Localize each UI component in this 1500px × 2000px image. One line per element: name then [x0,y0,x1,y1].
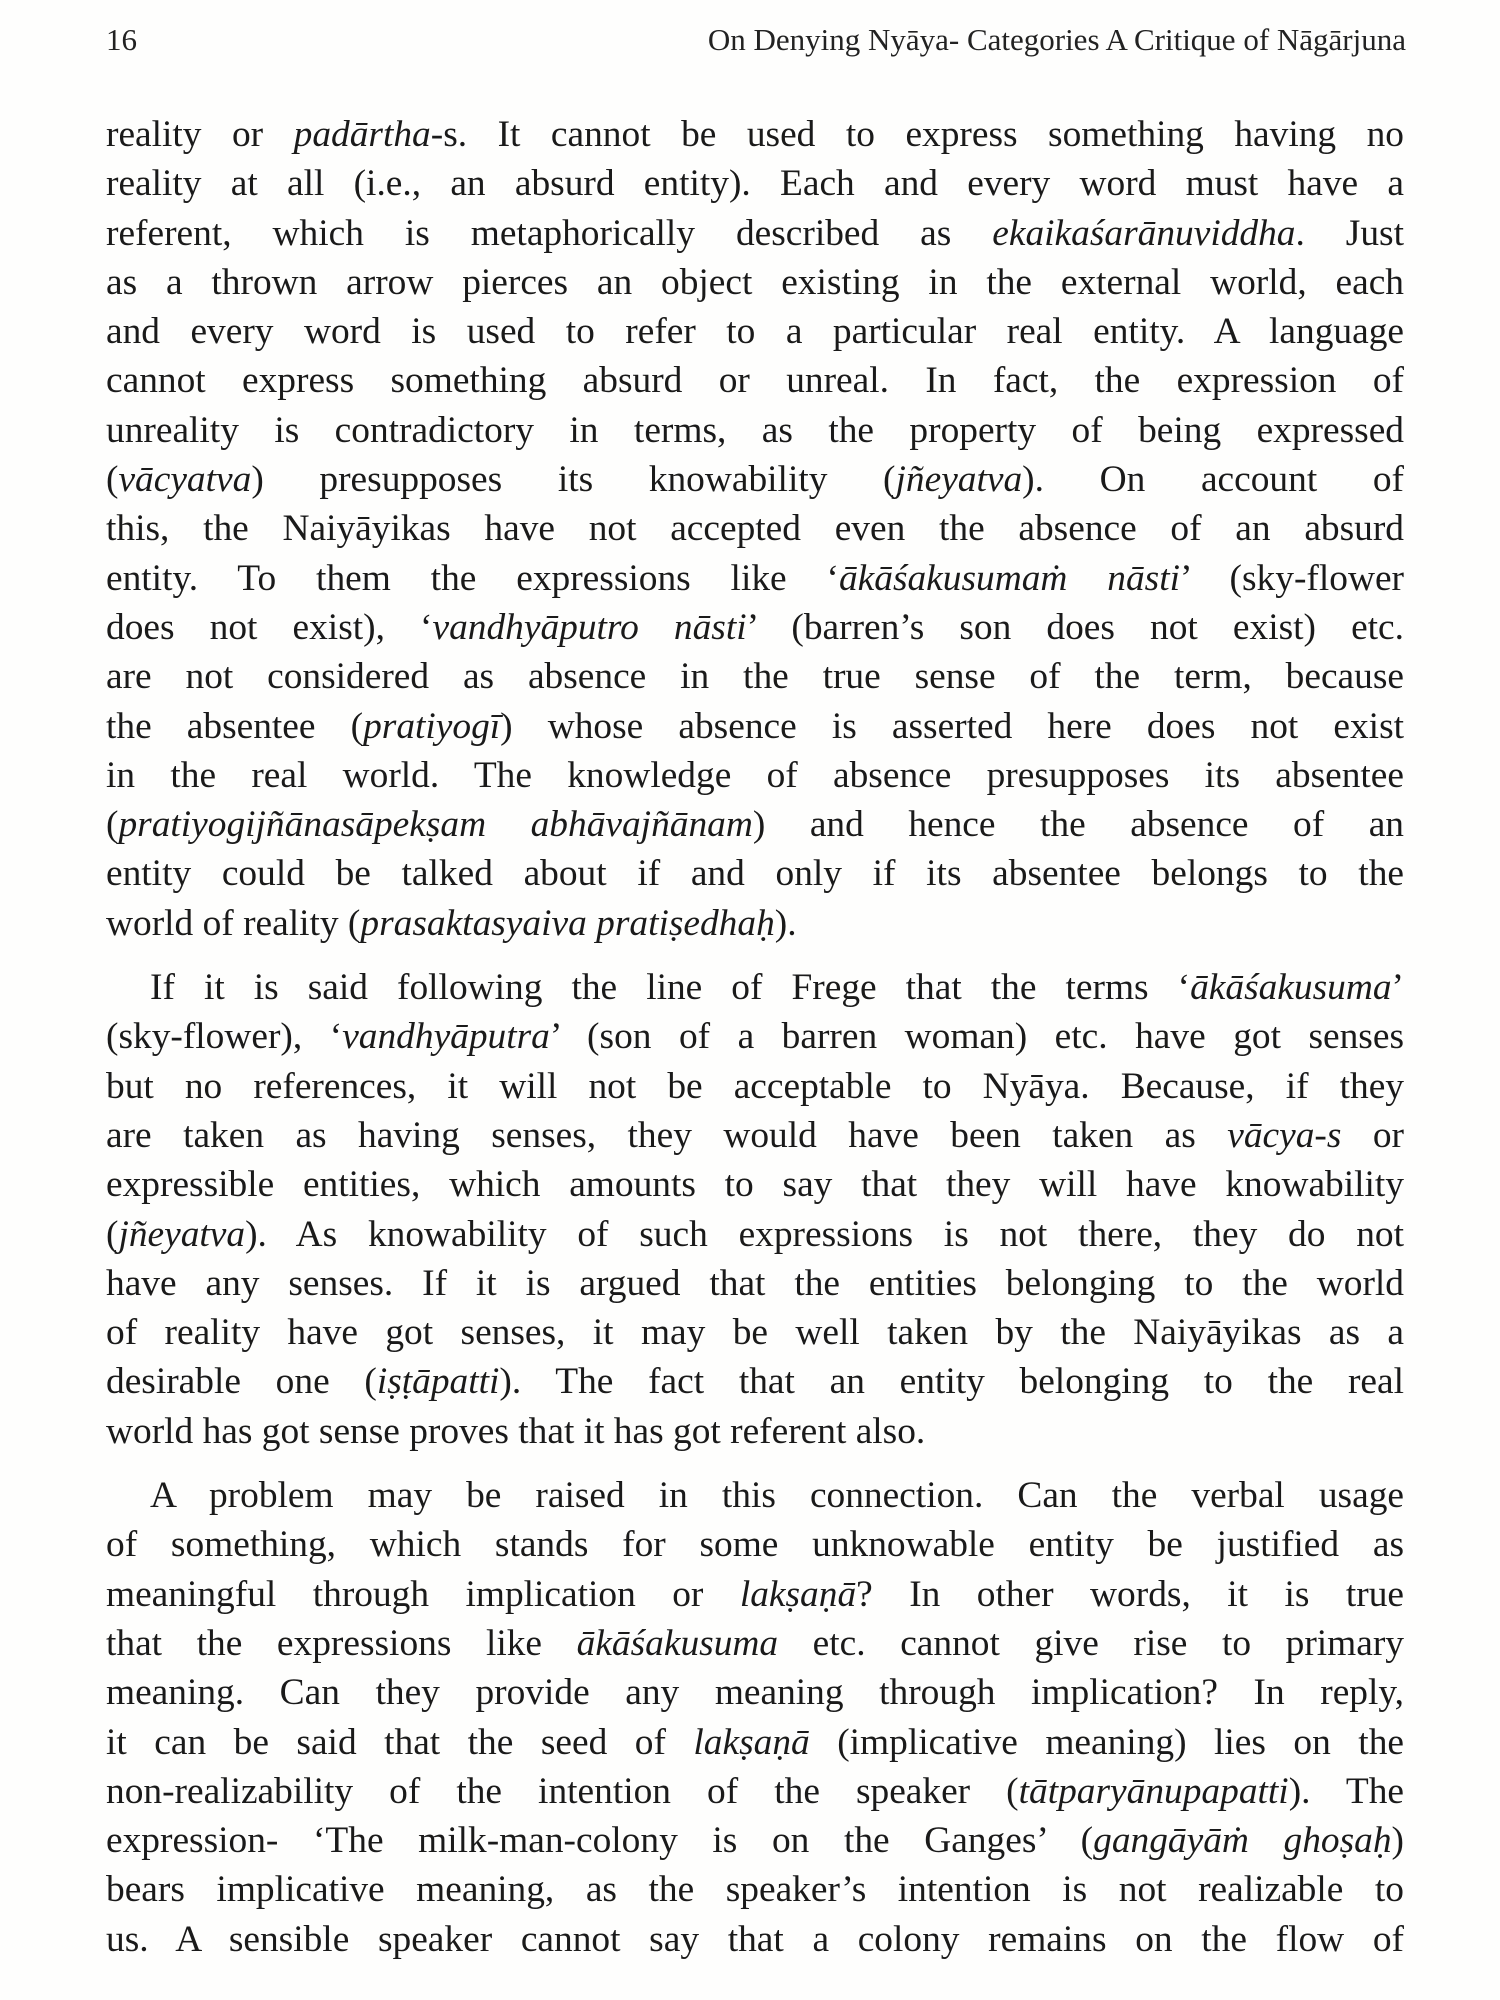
text-run: (implicative meaning) lies on the [809,1721,1404,1763]
text-run: referent, which is metaphorically described as [106,212,993,254]
text-run: ) presupposes its knowability ( [251,459,896,501]
text-line-content [106,1820,1404,1861]
text-line-content [106,1016,1404,1057]
text-line [106,1570,1404,1619]
sanskrit-term: pratiyogijñānasāpekṣam abhāvajñānam [118,804,753,846]
text-run: and every word is used to refer to a particular real entity. A language [106,311,1404,353]
text-line-content [106,1066,1404,1107]
text-run: or [1341,1114,1404,1156]
text-line [106,603,1404,652]
text-line [106,800,1404,849]
paragraph-3 [106,1471,1404,1964]
text-line [106,1668,1404,1717]
text-run: the absentee ( [106,705,364,747]
text-run: us. A sensible speaker cannot say that a colony remains on the flow of [106,1918,1404,1960]
sanskrit-term: gangāyāṁ ghoṣaḥ [1093,1820,1392,1862]
text-line [106,1308,1404,1357]
text-run: cannot express something absurd or unreal. In fact, the expression of [106,360,1404,402]
text-line [106,307,1404,356]
text-line [106,110,1404,159]
text-run: bears implicative meaning, as the speaker’s intention is not realizable to [106,1869,1404,1911]
running-title: On Denying Nyāya- Categories A Critique of Nāgārjuna [707,22,1406,57]
text-run: meaning. Can they provide any meaning through implication? In reply, [106,1672,1404,1714]
text-line [106,554,1404,603]
text-line [106,1111,1404,1160]
text-line-content [106,1869,1404,1910]
text-run: ’ (son of a barren woman) etc. have got senses [549,1016,1405,1058]
text-line-content [106,1164,1404,1205]
sanskrit-term: prasaktasyaiva pratiṣedhaḥ [360,902,775,944]
sanskrit-term: padārtha [293,114,431,155]
sanskrit-term: vācya-s [1227,1114,1342,1156]
text-run: ( [106,804,119,846]
sanskrit-term: ekaikaśarānuviddha [992,212,1296,254]
text-run: expression- ‘The milk-man-colony is on the Ganges’ ( [106,1820,1094,1862]
text-line [106,455,1404,504]
text-line-content [106,1361,1404,1402]
paragraph-2 [106,963,1404,1456]
text-line [106,963,1404,1012]
text-line-content [106,1411,925,1452]
text-run: entity could be talked about if and only if its absentee belongs to the [106,853,1404,895]
text-line [106,159,1404,208]
text-run: world has got sense proves that it has got referent also. [106,1410,926,1452]
text-run: etc. cannot give rise to primary [778,1622,1404,1664]
page-number: 16 [106,22,137,57]
text-run: ). On account of [1022,459,1404,501]
text-line-content [106,656,1404,697]
text-run: ? In other words, it is true [856,1573,1404,1615]
text-line-content [106,1263,1404,1304]
text-run: meaningful through implication or [106,1573,740,1615]
text-line [106,1012,1404,1061]
text-line [106,1357,1404,1406]
text-run: are taken as having senses, they would have been taken as [106,1114,1228,1156]
text-line-content [106,1115,1404,1156]
text-line [106,1160,1404,1209]
text-line [106,1259,1404,1308]
text-run: desirable one ( [106,1361,377,1403]
text-run: ( [106,1213,119,1255]
text-line [106,356,1404,405]
sanskrit-term: vācyatva [118,459,252,501]
text-line-content [106,213,1404,254]
text-line-content [106,508,1404,549]
text-line [106,1816,1404,1865]
text-line-content [106,607,1404,648]
text-line [106,1407,1404,1456]
sanskrit-term: tātparyānupapatti [1018,1770,1289,1812]
text-run: . Just [1295,212,1404,254]
text-line [106,1619,1404,1668]
text-line [106,899,1404,948]
text-line-content [106,558,1404,599]
text-run: -s. It cannot be used to express something having no [430,114,1404,155]
sanskrit-term: ākāśakusuma [1190,967,1392,1009]
text-line-content [106,114,1404,155]
text-line-content [106,262,1404,303]
text-run: this, the Naiyāyikas have not accepted even the absence of an absurd [106,508,1404,550]
text-run: entity. To them the expressions like ‘ [106,557,839,599]
sanskrit-term: lakṣaṇā [693,1721,810,1763]
text-line-content [106,360,1404,401]
body-text [106,110,1404,1964]
sanskrit-term: vandhyāputro nāsti [432,606,747,648]
text-line-content [106,1312,1404,1353]
sanskrit-term: pratiyogī [363,705,501,747]
text-run: that the expressions like [106,1622,577,1664]
text-run: (sky-flower), ‘ [106,1016,343,1058]
text-run: does not exist), ‘ [106,606,433,648]
text-line-content [106,410,1404,451]
paragraph-1 [106,110,1404,948]
text-line-content [106,903,797,944]
text-run: ). [774,902,797,944]
text-line [106,406,1404,455]
running-head [106,18,1406,62]
text-run: expressible entities, which amounts to say that they will have knowability [106,1164,1404,1206]
text-line [106,1520,1404,1569]
text-line-content [106,1672,1404,1713]
text-line [106,652,1404,701]
sanskrit-term: ākāśakusumaṁ nāsti [838,557,1181,599]
text-run: ) and hence the absence of an [752,804,1404,846]
sanskrit-term: ākāśakusuma [576,1622,779,1664]
sanskrit-term: iṣṭāpatti [376,1361,500,1403]
text-line-content [106,163,1404,204]
text-run: world of reality ( [106,902,361,944]
text-run: but no references, it will not be acceptable to Nyāya. Because, if they [106,1065,1404,1107]
text-run: ) [1391,1820,1404,1862]
text-line-content [106,1623,1404,1664]
text-run: it can be said that the seed of [106,1721,694,1763]
sanskrit-term: jñeyatva [118,1213,246,1255]
text-line-content [106,853,1404,894]
text-run: reality or [106,114,294,155]
text-run: ) whose absence is asserted here does not exist [500,705,1405,747]
text-line [106,504,1404,553]
text-line-content [106,755,1404,796]
text-line-content [106,1771,1404,1812]
text-line [106,1915,1404,1964]
text-run: reality at all (i.e., an absurd entity). Each and every word must have a [106,163,1404,205]
text-line [106,702,1404,751]
text-run: non-realizability of the intention of the speaker ( [106,1770,1019,1812]
text-run: ( [106,459,119,501]
text-run: of something, which stands for some unknowable entity be justified as [106,1524,1404,1566]
text-line-content [106,1214,1404,1255]
text-line [106,1062,1404,1111]
text-run: are not considered as absence in the true sense of the term, because [106,656,1404,698]
text-run: have any senses. If it is argued that the entities belonging to the world [106,1262,1404,1304]
text-run: ). The fact that an entity belonging to the real [499,1361,1404,1403]
sanskrit-term: jñeyatva [895,459,1023,501]
text-line-content [150,967,1404,1008]
text-line-content [106,1574,1404,1615]
text-line [106,849,1404,898]
text-run: of reality have got senses, it may be well taken by the Naiyāyikas as a [106,1312,1404,1354]
text-run: ). As knowability of such expressions is not there, they do not [245,1213,1404,1255]
text-line-content [106,706,1404,747]
text-run: ’ [1391,967,1404,1009]
sanskrit-term: vandhyāputra [342,1016,550,1058]
text-line-content [150,1475,1404,1516]
text-line-content [106,1919,1404,1960]
text-line [106,1767,1404,1816]
text-line-content [106,459,1404,500]
text-line [106,209,1404,258]
text-run: ). The [1288,1770,1404,1812]
text-run: in the real world. The knowledge of absence presupposes its absentee [106,754,1404,796]
text-run: If it is said following the line of Frege that the terms ‘ [150,967,1191,1009]
text-run: A problem may be raised in this connection. Can the verbal usage [150,1475,1404,1517]
text-line-content [106,804,1404,845]
text-line-content [106,1524,1404,1565]
text-line [106,1865,1404,1914]
text-line-content [106,1722,1404,1763]
text-line [106,751,1404,800]
text-run: ’ (barren’s son does not exist) etc. [746,606,1404,648]
text-line-content [106,311,1404,352]
text-run: unreality is contradictory in terms, as the property of being expressed [106,409,1404,451]
sanskrit-term: lakṣaṇā [739,1573,857,1615]
text-line [106,258,1404,307]
text-line [106,1210,1404,1259]
text-line [106,1471,1404,1520]
text-run: as a thrown arrow pierces an object existing in the external world, each [106,261,1404,303]
text-run: ’ (sky-flower [1180,557,1404,599]
text-line [106,1718,1404,1767]
